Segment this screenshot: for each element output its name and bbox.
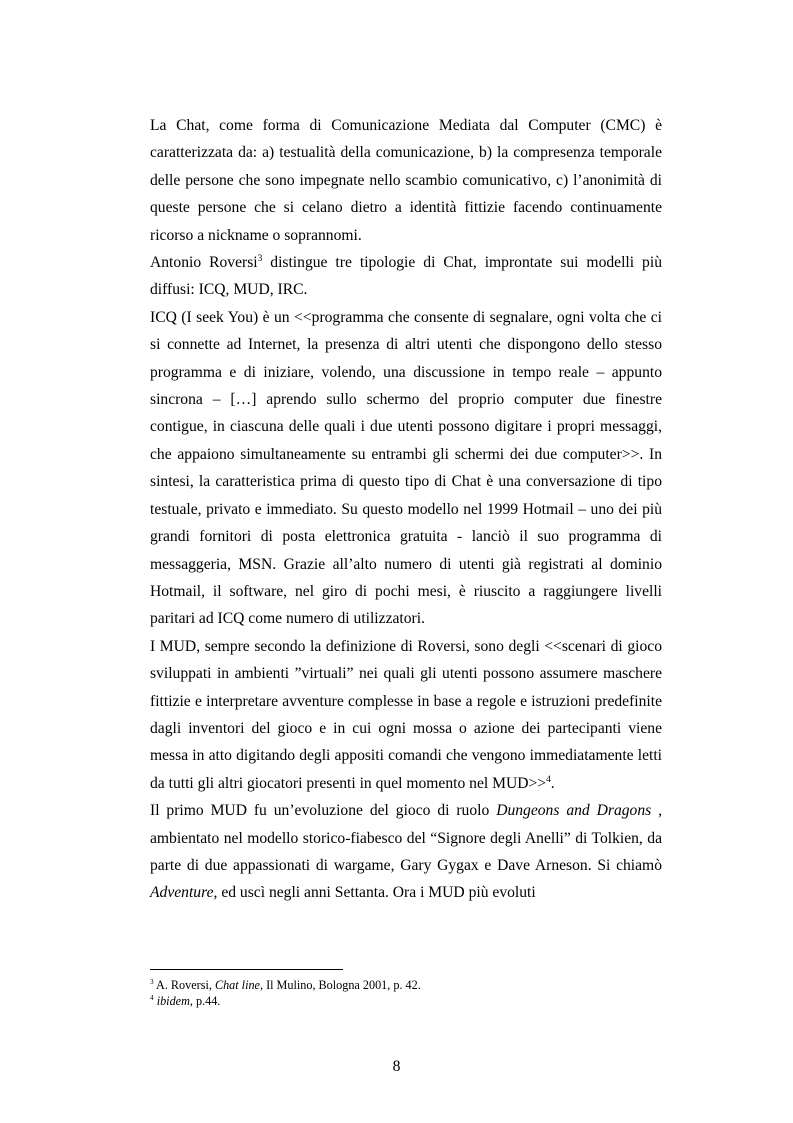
paragraph-first-mud [150,797,662,907]
roversi-name: Antonio Roversi [150,254,258,272]
footnote-3 [150,977,662,993]
page-number: 8 [392,1058,401,1075]
title-dungeons-and-dragons: Dungeons and Dragons [496,802,652,820]
footnote-ref-4: 4 [546,774,551,785]
first-mud-text-b: , ambientato nel modello storico-fiabesco del “Signore degli Anelli” di Tolkien, da parte di due appassionati di wargame, Gary Gygax e Dave Arneson. Si chiamò [150,802,662,874]
paragraph-roversi-typologies [150,249,662,304]
first-mud-text-a: Il primo MUD fu un’evoluzione del gioco di ruolo [150,802,497,820]
paragraph-mud [150,633,662,797]
paragraph-icq: ICQ (I seek You) è un <<programma che consente di segnalare, ogni volta che ci si connette ad Internet, la presenza di altri utenti che dispongono dello stesso programma e di iniziare, volendo, una discussione in tempo reale – appunto sincrona – […] aprendo sullo schermo del proprio computer due finestre contigue, in ciascuna delle quali i due utenti possono digitare i propri messaggi, che appaiono simultaneamente su entrambi gli schermi dei due computer>>. In sintesi, la caratteristica prima di questo tipo di Chat è una conversazione di tipo testuale, privato e immediato. Su questo modello nel 1999 Hotmail – uno dei più grandi fornitori di posta elettronica gratuita - lanciò il suo programma di messaggeria, MSN. Grazie all’alto numero di utenti già registrati al dominio Hotmail, il software, nel giro di pochi mesi, è riuscito a raggiungere livelli paritari ad ICQ come numero di utilizzatori. [150,308,662,628]
footnote-number: 3 [150,976,154,986]
title-adventure: Adventure [150,884,214,902]
footnote-4 [150,993,662,1009]
mud-definition-end: . [550,774,555,792]
footnote-ref-3: 3 [257,253,263,264]
first-mud-text-c: , ed uscì negli anni Settanta. Ora i MUD più evoluti [213,884,536,902]
footnote-text: , p.44. [189,994,221,1008]
footnote-text: Il Mulino, Bologna 2001, p. 42. [263,978,421,992]
main-text [150,112,662,907]
footnote-number: 4 [150,992,154,1002]
paragraph-chat-definition: La Chat, come forma di Comunicazione Mediata dal Computer (CMC) è caratterizzata da: a) testualità della comunicazione, b) la compresenza temporale delle persone che sono impegnate nello scambio comunicativo, c) l’anonimità di queste persone che si celano dietro a identità fittizie facendo continuamente ricorso a nickname o soprannomi. [150,117,662,244]
typologies-text: distingue tre tipologie di Chat, improntate sui modelli più diffusi: ICQ, MUD, IRC. [150,254,662,299]
footnote-separator [150,969,343,970]
footnotes [150,977,662,1009]
footnote-italic: Chat line, [214,978,264,992]
footnote-text: A. Roversi, [153,978,215,992]
footnote-italic: ibidem [156,994,190,1008]
mud-definition-text: I MUD, sempre secondo la definizione di Roversi, sono degli <<scenari di gioco sviluppati in ambienti ”virtuali” nei quali gli utenti possono assumere maschere fittizie e interpretare avventure complesse in base a regole e istruzioni predefinite dagli inventori del gioco e in cui ogni mossa o azione dei partecipanti viene messa in atto digitando degli appositi comandi che vengono immediatamente letti da tutti gli altri giocatori presenti in quel momento nel MUD>> [150,637,662,792]
